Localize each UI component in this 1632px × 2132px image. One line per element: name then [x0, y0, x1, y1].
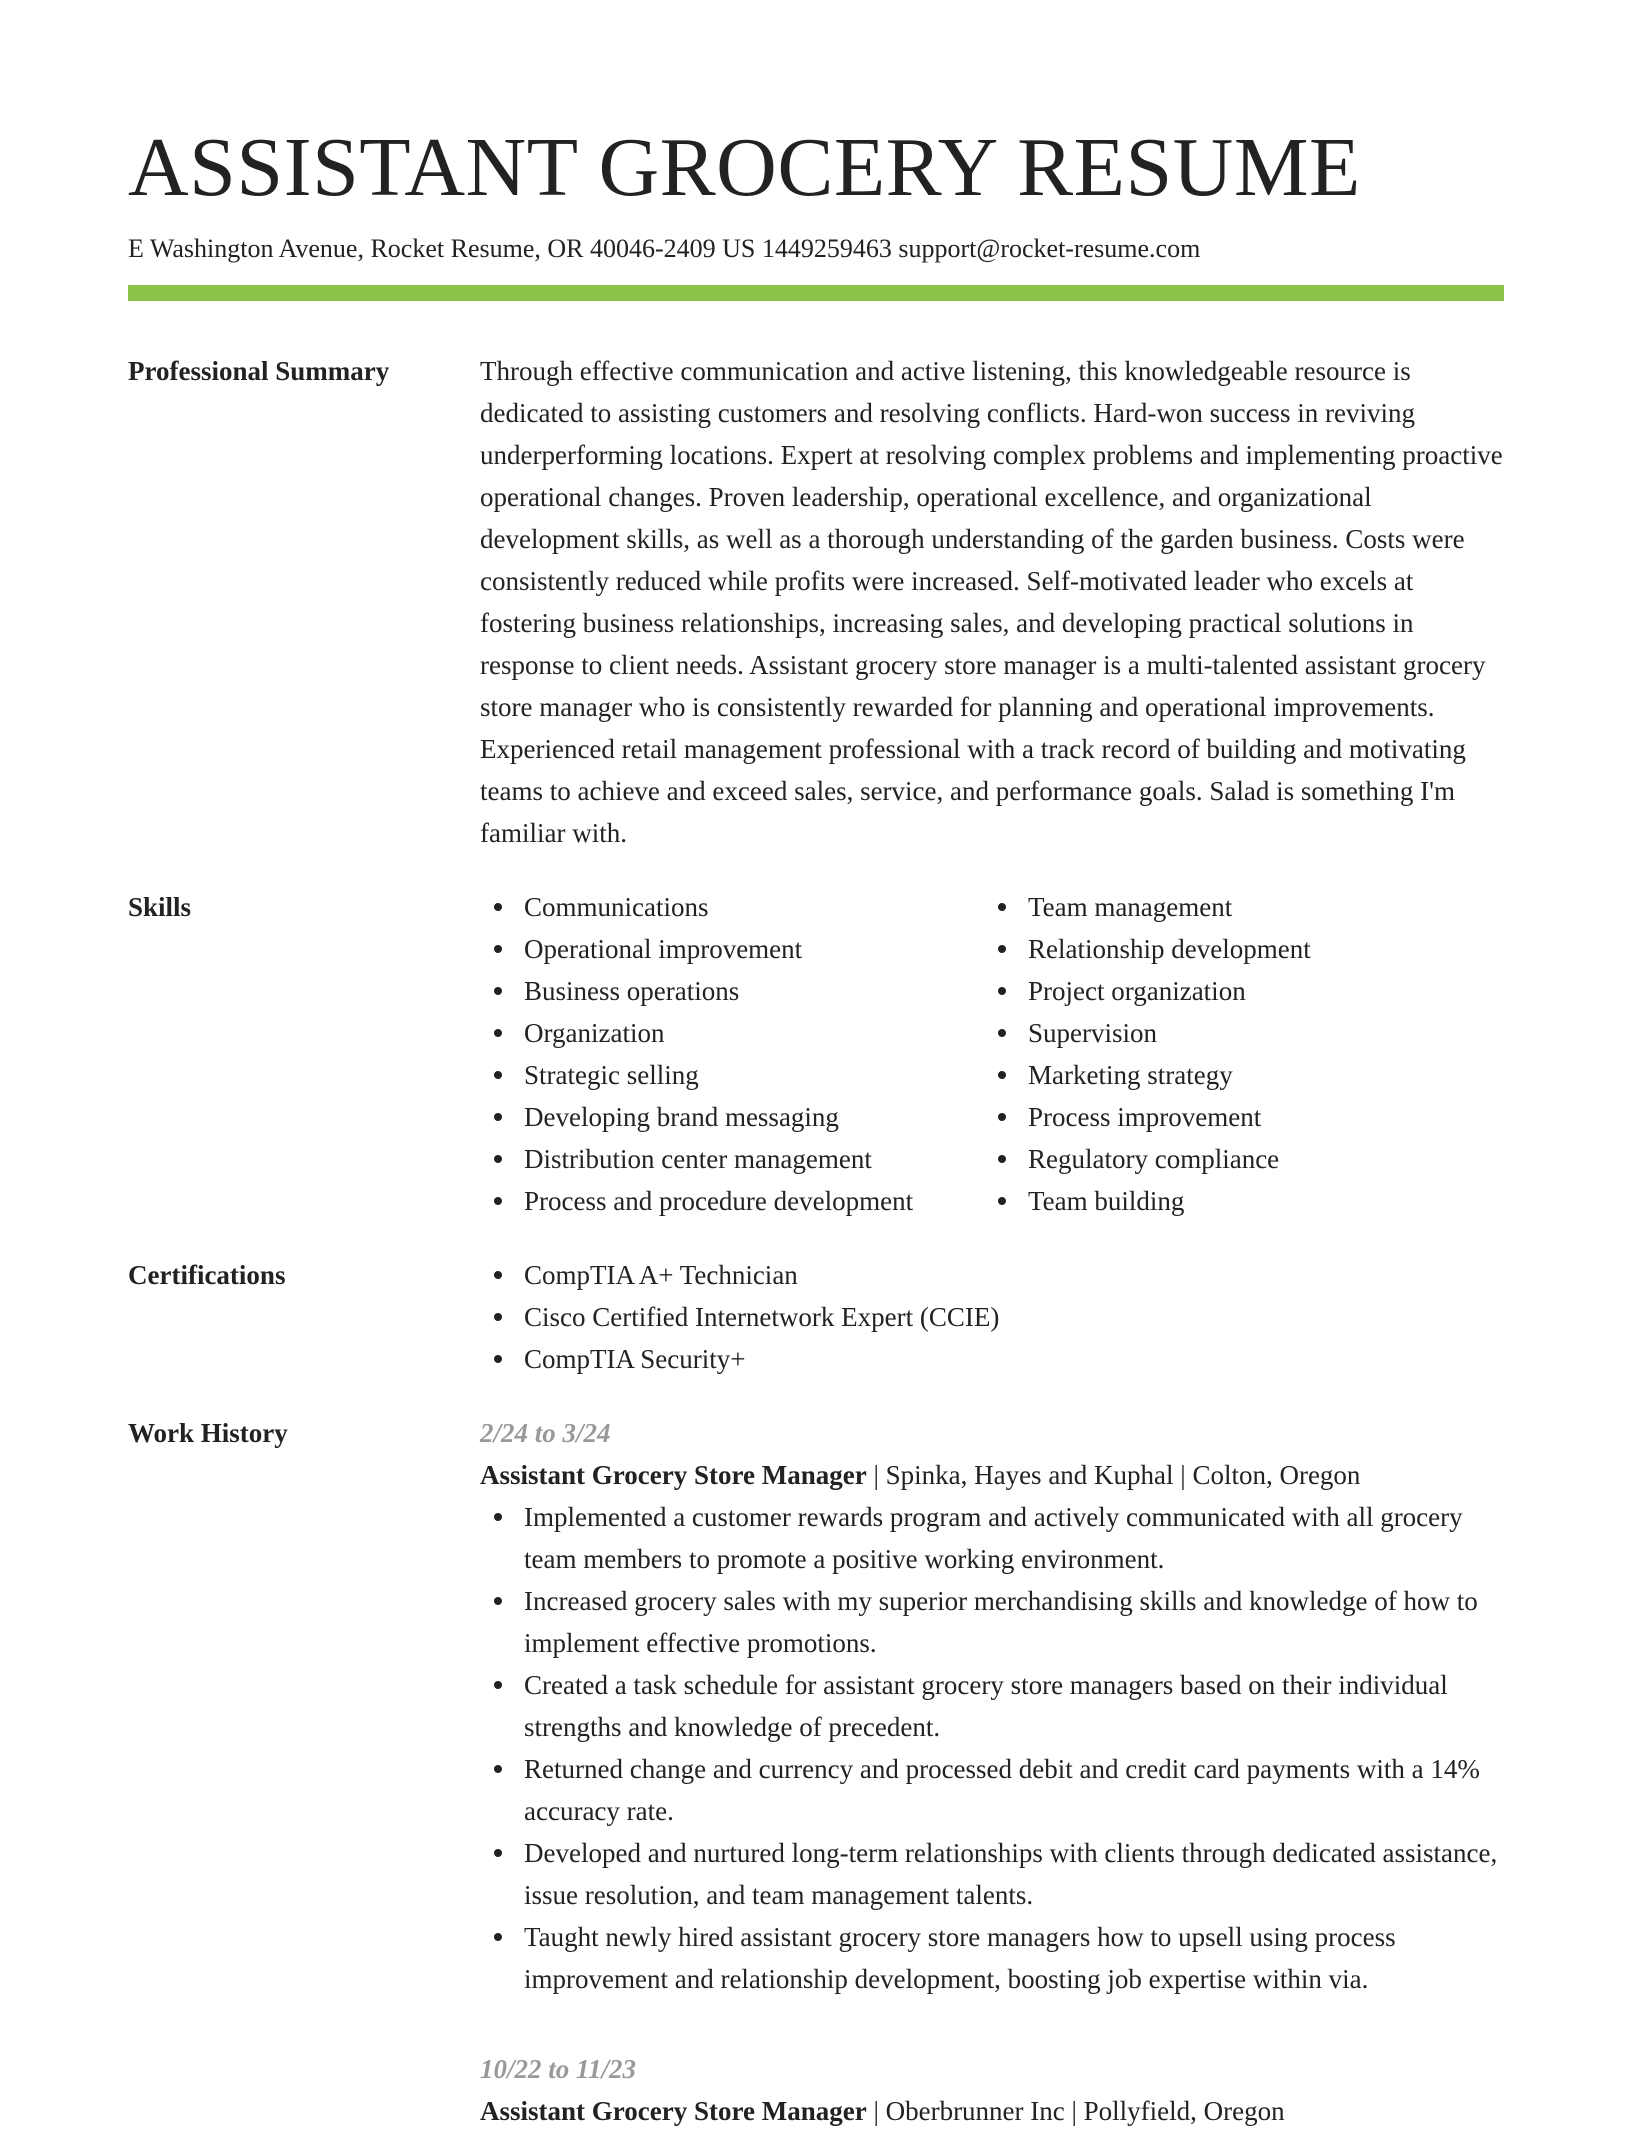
- section-label-certifications: Certifications: [128, 1260, 286, 1290]
- skill-item: Project organization: [984, 970, 1484, 1012]
- certification-item: CompTIA Security+: [480, 1338, 1504, 1380]
- resume-title: ASSISTANT GROCERY RESUME: [128, 121, 1361, 214]
- certifications-section: [480, 1254, 1504, 1380]
- contact-line: E Washington Avenue, Rocket Resume, OR 40046-2409 US 1449259463 support@rocket-resume.com: [128, 234, 1201, 263]
- job-entry: [480, 2048, 1504, 2132]
- job-bullet: Taught newly hired assistant grocery store managers how to upsell using process improvement and relationship development, boosting job expertise within via.: [480, 1916, 1504, 2000]
- work-history-section: [480, 1412, 1504, 2126]
- skill-item: Business operations: [480, 970, 984, 1012]
- skill-item: Relationship development: [984, 928, 1484, 970]
- skill-item: Supervision: [984, 1012, 1484, 1054]
- skill-item: Operational improvement: [480, 928, 984, 970]
- job-bullet: Implemented a customer rewards program and actively communicated with all grocery team members to promote a positive working environment.: [480, 1496, 1504, 1580]
- skill-item: Marketing strategy: [984, 1054, 1484, 1096]
- skill-item: Organization: [480, 1012, 984, 1054]
- skill-item: Developing brand messaging: [480, 1096, 984, 1138]
- certification-item: CompTIA A+ Technician: [480, 1254, 1504, 1296]
- job-title: Assistant Grocery Store Manager: [480, 2096, 867, 2126]
- job-bullet: Created a task schedule for assistant grocery store managers based on their individual strengths and knowledge of precedent.: [480, 1664, 1504, 1748]
- skill-item: Process improvement: [984, 1096, 1484, 1138]
- certifications-list: [480, 1254, 1504, 1380]
- skills-grid: [480, 886, 1504, 1222]
- skill-item: Regulatory compliance: [984, 1138, 1484, 1180]
- skills-section: [480, 886, 1504, 1222]
- job-bullet-list: [480, 1496, 1504, 2000]
- skill-item: Team management: [984, 886, 1484, 928]
- section-label-work-history: Work History: [128, 1418, 288, 1448]
- skills-column-2: [984, 886, 1484, 1222]
- summary-section: [480, 350, 1504, 854]
- skill-item: Communications: [480, 886, 984, 928]
- skill-item: Distribution center management: [480, 1138, 984, 1180]
- job-bullet: Increased grocery sales with my superior merchandising skills and knowledge of how to implement effective promotions.: [480, 1580, 1504, 1664]
- skill-item: Strategic selling: [480, 1054, 984, 1096]
- job-dates: 10/22 to 11/23: [480, 2054, 637, 2084]
- job-bullet: Developed and nurtured long-term relationships with clients through dedicated assistance, issue resolution, and team management talents.: [480, 1832, 1504, 1916]
- job-employer-location: | Spinka, Hayes and Kuphal | Colton, Oregon: [866, 1460, 1361, 1490]
- job-heading: [480, 1454, 1504, 1496]
- job-title: Assistant Grocery Store Manager: [480, 1460, 867, 1490]
- skill-item: Process and procedure development: [480, 1180, 984, 1222]
- job-entry: [480, 1412, 1504, 2000]
- section-label-summary: Professional Summary: [128, 356, 390, 386]
- section-label-skills: Skills: [128, 892, 192, 922]
- skills-column-1: [480, 886, 984, 1222]
- certification-item: Cisco Certified Internetwork Expert (CCIE): [480, 1296, 1504, 1338]
- job-heading: [480, 2090, 1504, 2132]
- summary-text: Through effective communication and active listening, this knowledgeable resource is dedicated to assisting customers and resolving conflicts. Hard-won success in reviving underperforming locations. Expert at resolving complex problems and implementing proactive operational changes. Proven leadership, operational excellence, and organizational development skills, as well as a thorough understanding of the garden business. Costs were consistently reduced while profits were increased. Self-motivated leader who excels at fostering business relationships, increasing sales, and developing practical solutions in response to client needs. Assistant grocery store manager is a multi-talented assistant grocery store manager who is consistently rewarded for planning and operational improvements. Experienced retail management professional with a track record of building and motivating teams to achieve and exceed sales, service, and performance goals. Salad is something I'm familiar with.: [480, 356, 1503, 848]
- job-bullet: Returned change and currency and processed debit and credit card payments with a 14% accuracy rate.: [480, 1748, 1504, 1832]
- job-dates: 2/24 to 3/24: [480, 1418, 611, 1448]
- skill-item: Team building: [984, 1180, 1484, 1222]
- job-employer-location: | Oberbrunner Inc | Pollyfield, Oregon: [866, 2096, 1285, 2126]
- accent-divider: [128, 285, 1504, 301]
